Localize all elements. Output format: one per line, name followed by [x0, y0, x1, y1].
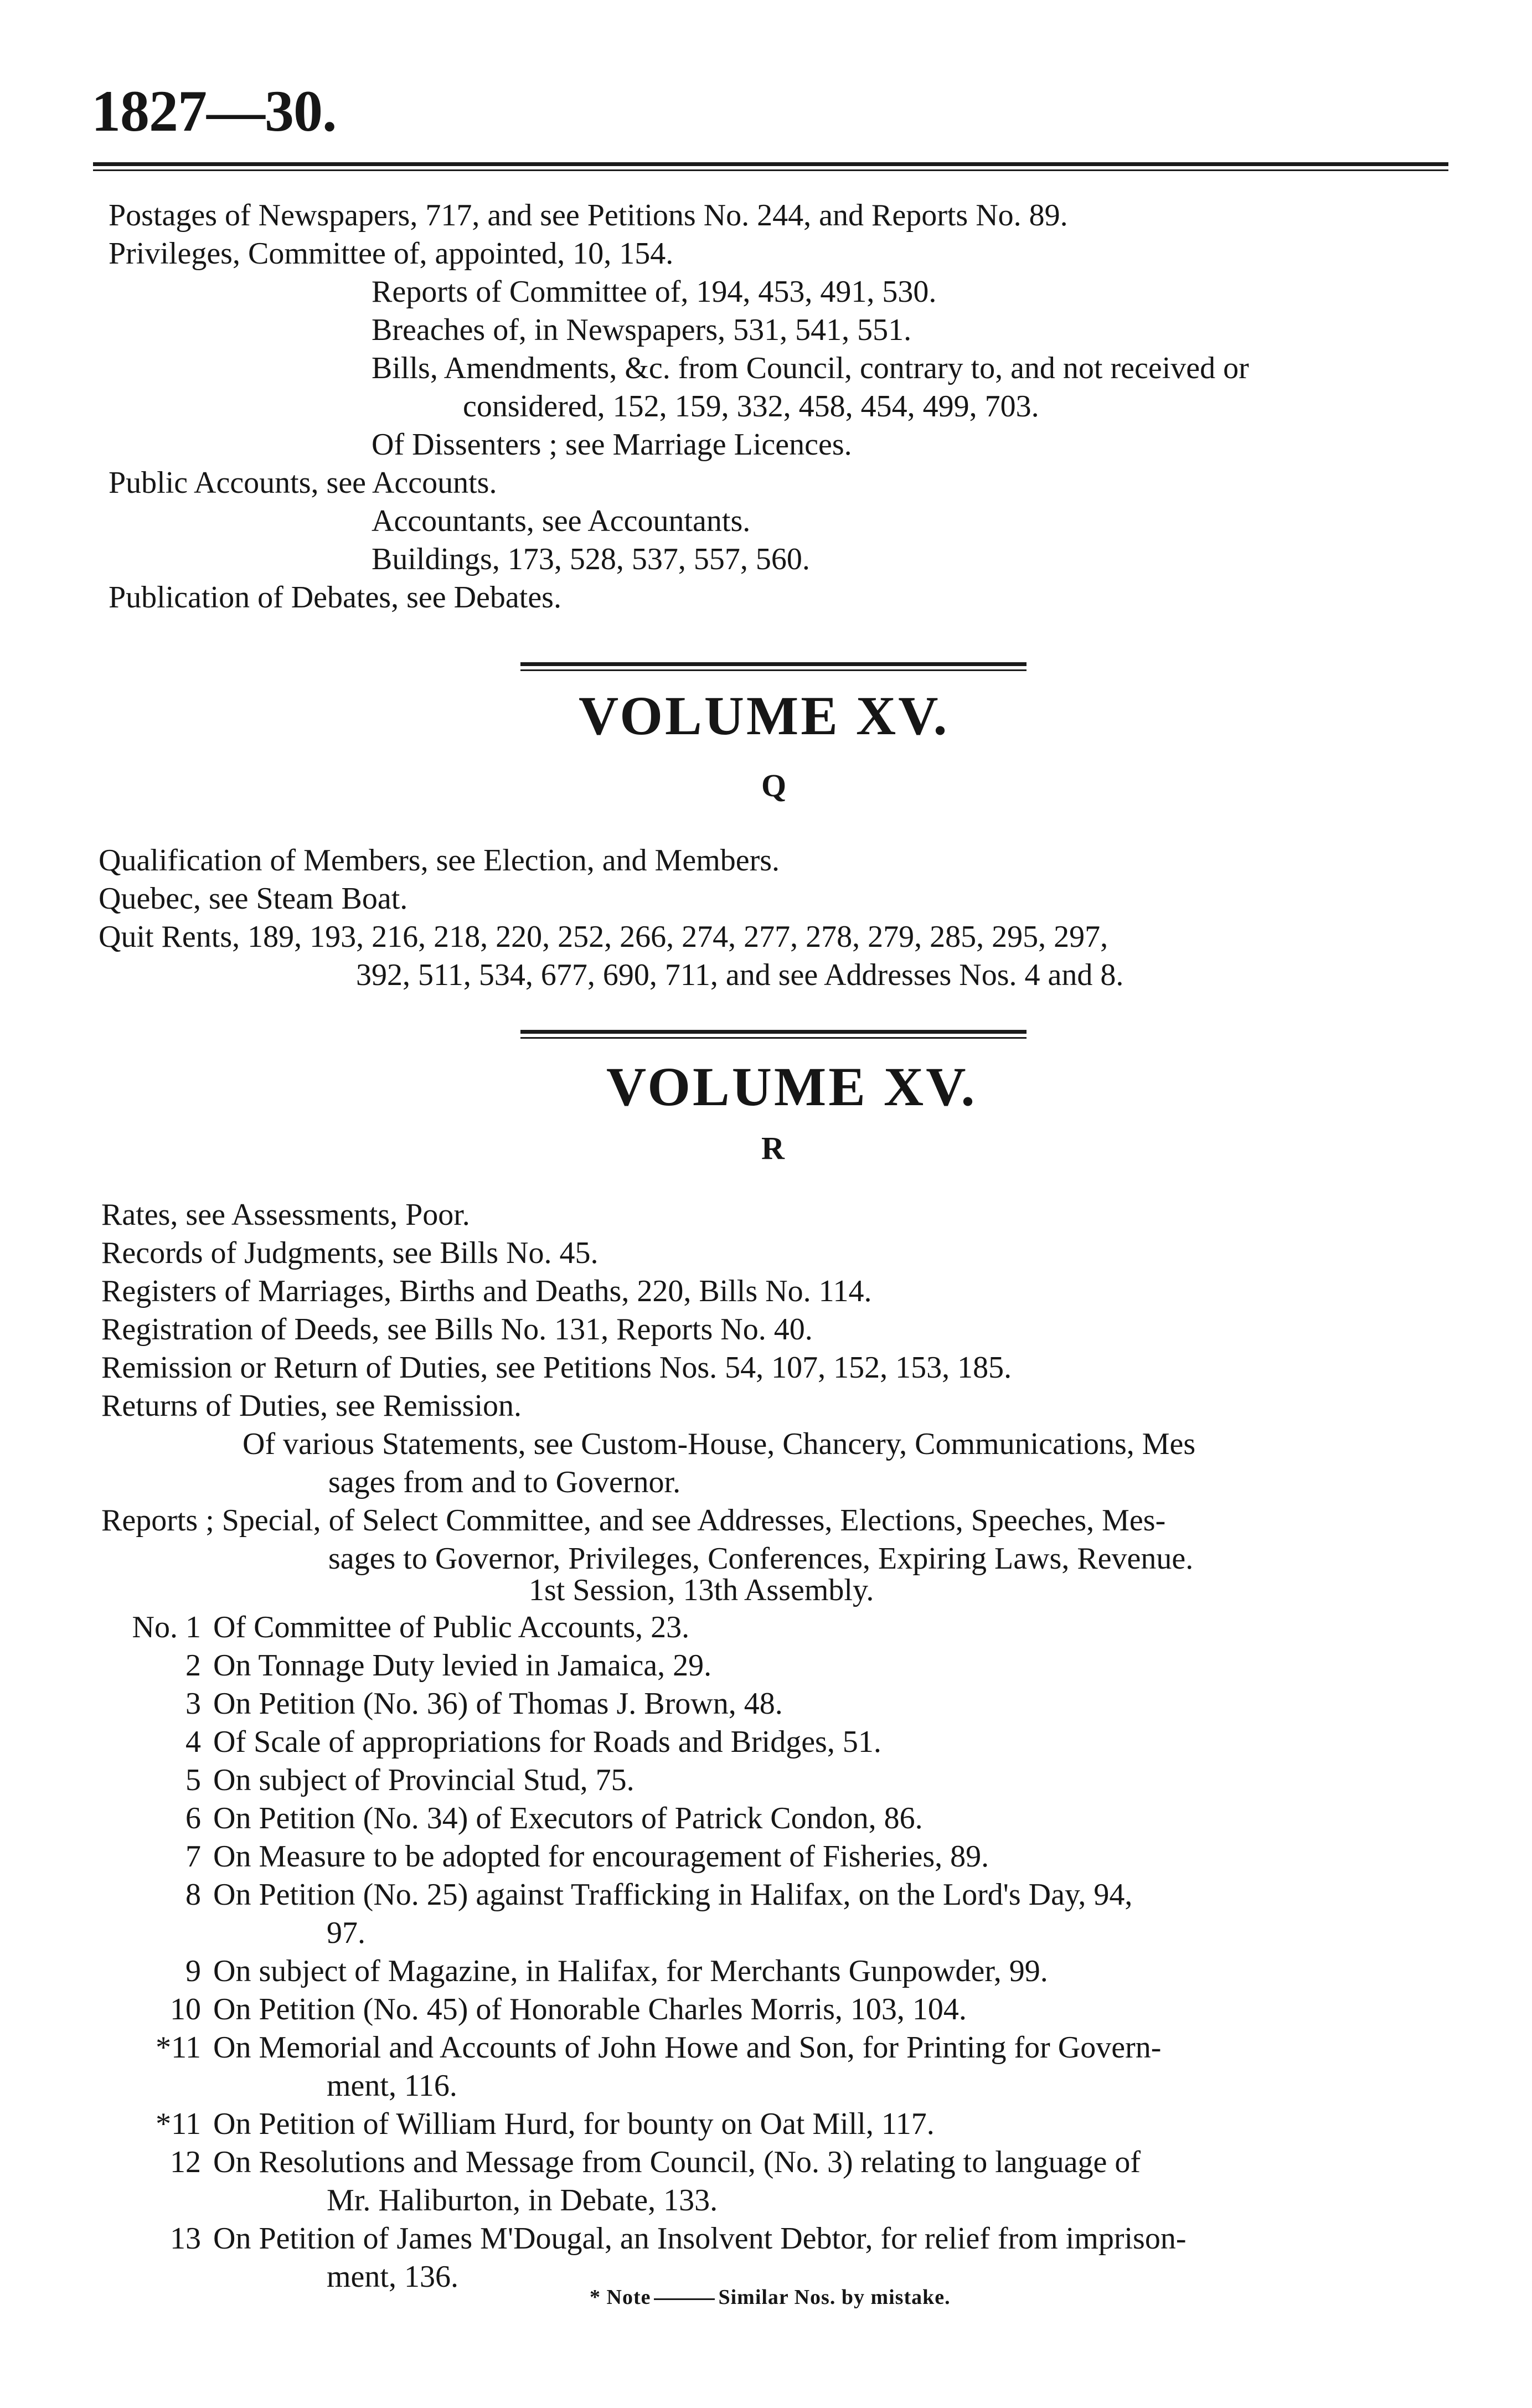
- report-text: On subject of Magazine, in Halifax, for Merchants Gunpowder, 99.: [213, 1954, 1048, 1988]
- report-number: 3: [185, 1687, 201, 1721]
- index-entry: Rates, see Assessments, Poor.: [101, 1198, 470, 1232]
- index-entry: Quebec, see Steam Boat.: [99, 881, 408, 916]
- index-entry: Reports ; Special, of Select Committee, and see Addresses, Elections, Speeches, Mes-: [101, 1503, 1166, 1538]
- index-entry: Records of Judgments, see Bills No. 45.: [101, 1236, 599, 1270]
- report-text: On Petition of James M'Dougal, an Insolvent Debtor, for relief from imprison-: [213, 2221, 1187, 2256]
- report-item: [111, 2029, 1187, 2067]
- report-text: On subject of Provincial Stud, 75.: [213, 1763, 635, 1797]
- page-header-title: 1827—30.: [91, 79, 337, 143]
- letter-heading-r: R: [761, 1130, 785, 1166]
- index-entry: Registration of Deeds, see Bills No. 131, Reports No. 40.: [101, 1312, 813, 1347]
- report-item: [111, 1991, 1187, 2029]
- index-subentry: Bills, Amendments, &c. from Council, contrary to, and not received or: [372, 351, 1249, 385]
- index-entry: Public Accounts, see Accounts.: [109, 466, 497, 500]
- report-number: 12: [170, 2145, 201, 2179]
- footnote: [590, 2285, 951, 2309]
- report-text: Of Scale of appropriations for Roads and Bridges, 51.: [213, 1725, 881, 1759]
- index-entry: Publication of Debates, see Debates.: [109, 580, 561, 615]
- report-text: On Tonnage Duty levied in Jamaica, 29.: [213, 1648, 712, 1683]
- report-number: 6: [185, 1801, 201, 1835]
- report-number: 5: [185, 1763, 201, 1797]
- index-entry: Postages of Newspapers, 717, and see Petitions No. 244, and Reports No. 89.: [109, 198, 1068, 233]
- report-number: No. 1: [132, 1610, 201, 1644]
- report-number: 4: [185, 1725, 201, 1759]
- section-divider-rule: [520, 662, 1027, 671]
- report-text: On Resolutions and Message from Council, (No. 3) relating to language of: [213, 2145, 1141, 2179]
- report-number: 8: [185, 1878, 201, 1912]
- report-number: 2: [185, 1648, 201, 1683]
- report-number: 7: [185, 1839, 201, 1874]
- report-number: 9: [185, 1954, 201, 1988]
- report-item: [111, 2220, 1187, 2258]
- section-divider-rule: [520, 1030, 1027, 1039]
- volume-heading-r: VOLUME XV.: [606, 1056, 977, 1117]
- section-q-entries: [99, 842, 1123, 994]
- footnote-text: Similar Nos. by mistake.: [718, 2286, 951, 2309]
- report-text-continued: ment, 116.: [327, 2069, 457, 2103]
- report-text: On Petition of William Hurd, for bounty on Oat Mill, 117.: [213, 2107, 935, 2141]
- index-entry: Privileges, Committee of, appointed, 10, 154.: [109, 236, 674, 271]
- index-entry-continued: sages to Governor, Privileges, Conferences, Expiring Laws, Revenue.: [328, 1541, 1194, 1576]
- report-item: [111, 1799, 1187, 1838]
- report-text: On Petition (No. 25) against Trafficking in Halifax, on the Lord's Day, 94,: [213, 1878, 1133, 1912]
- index-subentry: Reports of Committee of, 194, 453, 491, 530.: [372, 275, 937, 309]
- report-text: On Measure to be adopted for encouragement of Fisheries, 89.: [213, 1839, 989, 1874]
- index-subentry: Buildings, 173, 528, 537, 557, 560.: [372, 542, 810, 576]
- header-double-rule: [93, 162, 1448, 171]
- section-r-entries: [101, 1196, 1195, 1578]
- report-text: On Petition (No. 45) of Honorable Charles Morris, 103, 104.: [213, 1992, 967, 2027]
- section-p-entries: [109, 197, 1249, 617]
- report-text: Of Committee of Public Accounts, 23.: [213, 1610, 690, 1644]
- report-item: [111, 1952, 1187, 1991]
- index-entry: Registers of Marriages, Births and Deaths, 220, Bills No. 114.: [101, 1274, 872, 1308]
- index-subentry: Of various Statements, see Custom-House, Chancery, Communications, Mes: [243, 1427, 1196, 1461]
- report-text: On Petition (No. 34) of Executors of Patrick Condon, 86.: [213, 1801, 923, 1835]
- index-entry: Returns of Duties, see Remission.: [101, 1389, 522, 1423]
- report-item: [111, 1608, 1187, 1647]
- report-text-continued: Mr. Haliburton, in Debate, 133.: [327, 2183, 718, 2218]
- report-number: 13: [170, 2221, 201, 2256]
- report-item: [111, 1647, 1187, 1685]
- report-number: *11: [156, 2030, 201, 2065]
- index-entry: Quit Rents, 189, 193, 216, 218, 220, 252, 266, 274, 277, 278, 279, 285, 295, 297,: [99, 920, 1108, 954]
- report-text: On Memorial and Accounts of John Howe and Son, for Printing for Govern-: [213, 2030, 1162, 2065]
- index-subentry-continued: considered, 152, 159, 332, 458, 454, 499, 703.: [463, 389, 1039, 424]
- report-text-continued: ment, 136.: [327, 2260, 458, 2294]
- report-item: [111, 2143, 1187, 2182]
- index-entry: Remission or Return of Duties, see Petitions Nos. 54, 107, 152, 153, 185.: [101, 1350, 1012, 1385]
- report-number: 10: [170, 1992, 201, 2027]
- index-subentry: Of Dissenters ; see Marriage Licences.: [372, 427, 852, 462]
- footnote-dash: [654, 2298, 715, 2300]
- index-entry: Qualification of Members, see Election, and Members.: [99, 843, 780, 878]
- report-item: [111, 1876, 1187, 1914]
- report-text: On Petition (No. 36) of Thomas J. Brown, 48.: [213, 1687, 783, 1721]
- report-text-continued: 97.: [327, 1916, 365, 1950]
- reports-list: [111, 1608, 1187, 2296]
- session-subheading: 1st Session, 13th Assembly.: [529, 1573, 874, 1607]
- index-subentry-continued: sages from and to Governor.: [328, 1465, 681, 1499]
- volume-heading-q: VOLUME XV.: [579, 685, 950, 746]
- letter-heading-q: Q: [761, 767, 787, 803]
- index-subentry: Accountants, see Accountants.: [372, 504, 751, 538]
- report-item: [111, 1761, 1187, 1799]
- report-item: [111, 1838, 1187, 1876]
- report-item: [111, 1685, 1187, 1723]
- index-entry-continued: 392, 511, 534, 677, 690, 711, and see Addresses Nos. 4 and 8.: [356, 958, 1124, 992]
- report-number: *11: [156, 2107, 201, 2141]
- report-item: [111, 1723, 1187, 1761]
- footnote-label: * Note: [590, 2286, 651, 2309]
- report-item: [111, 2105, 1187, 2143]
- index-subentry: Breaches of, in Newspapers, 531, 541, 551.: [372, 313, 912, 347]
